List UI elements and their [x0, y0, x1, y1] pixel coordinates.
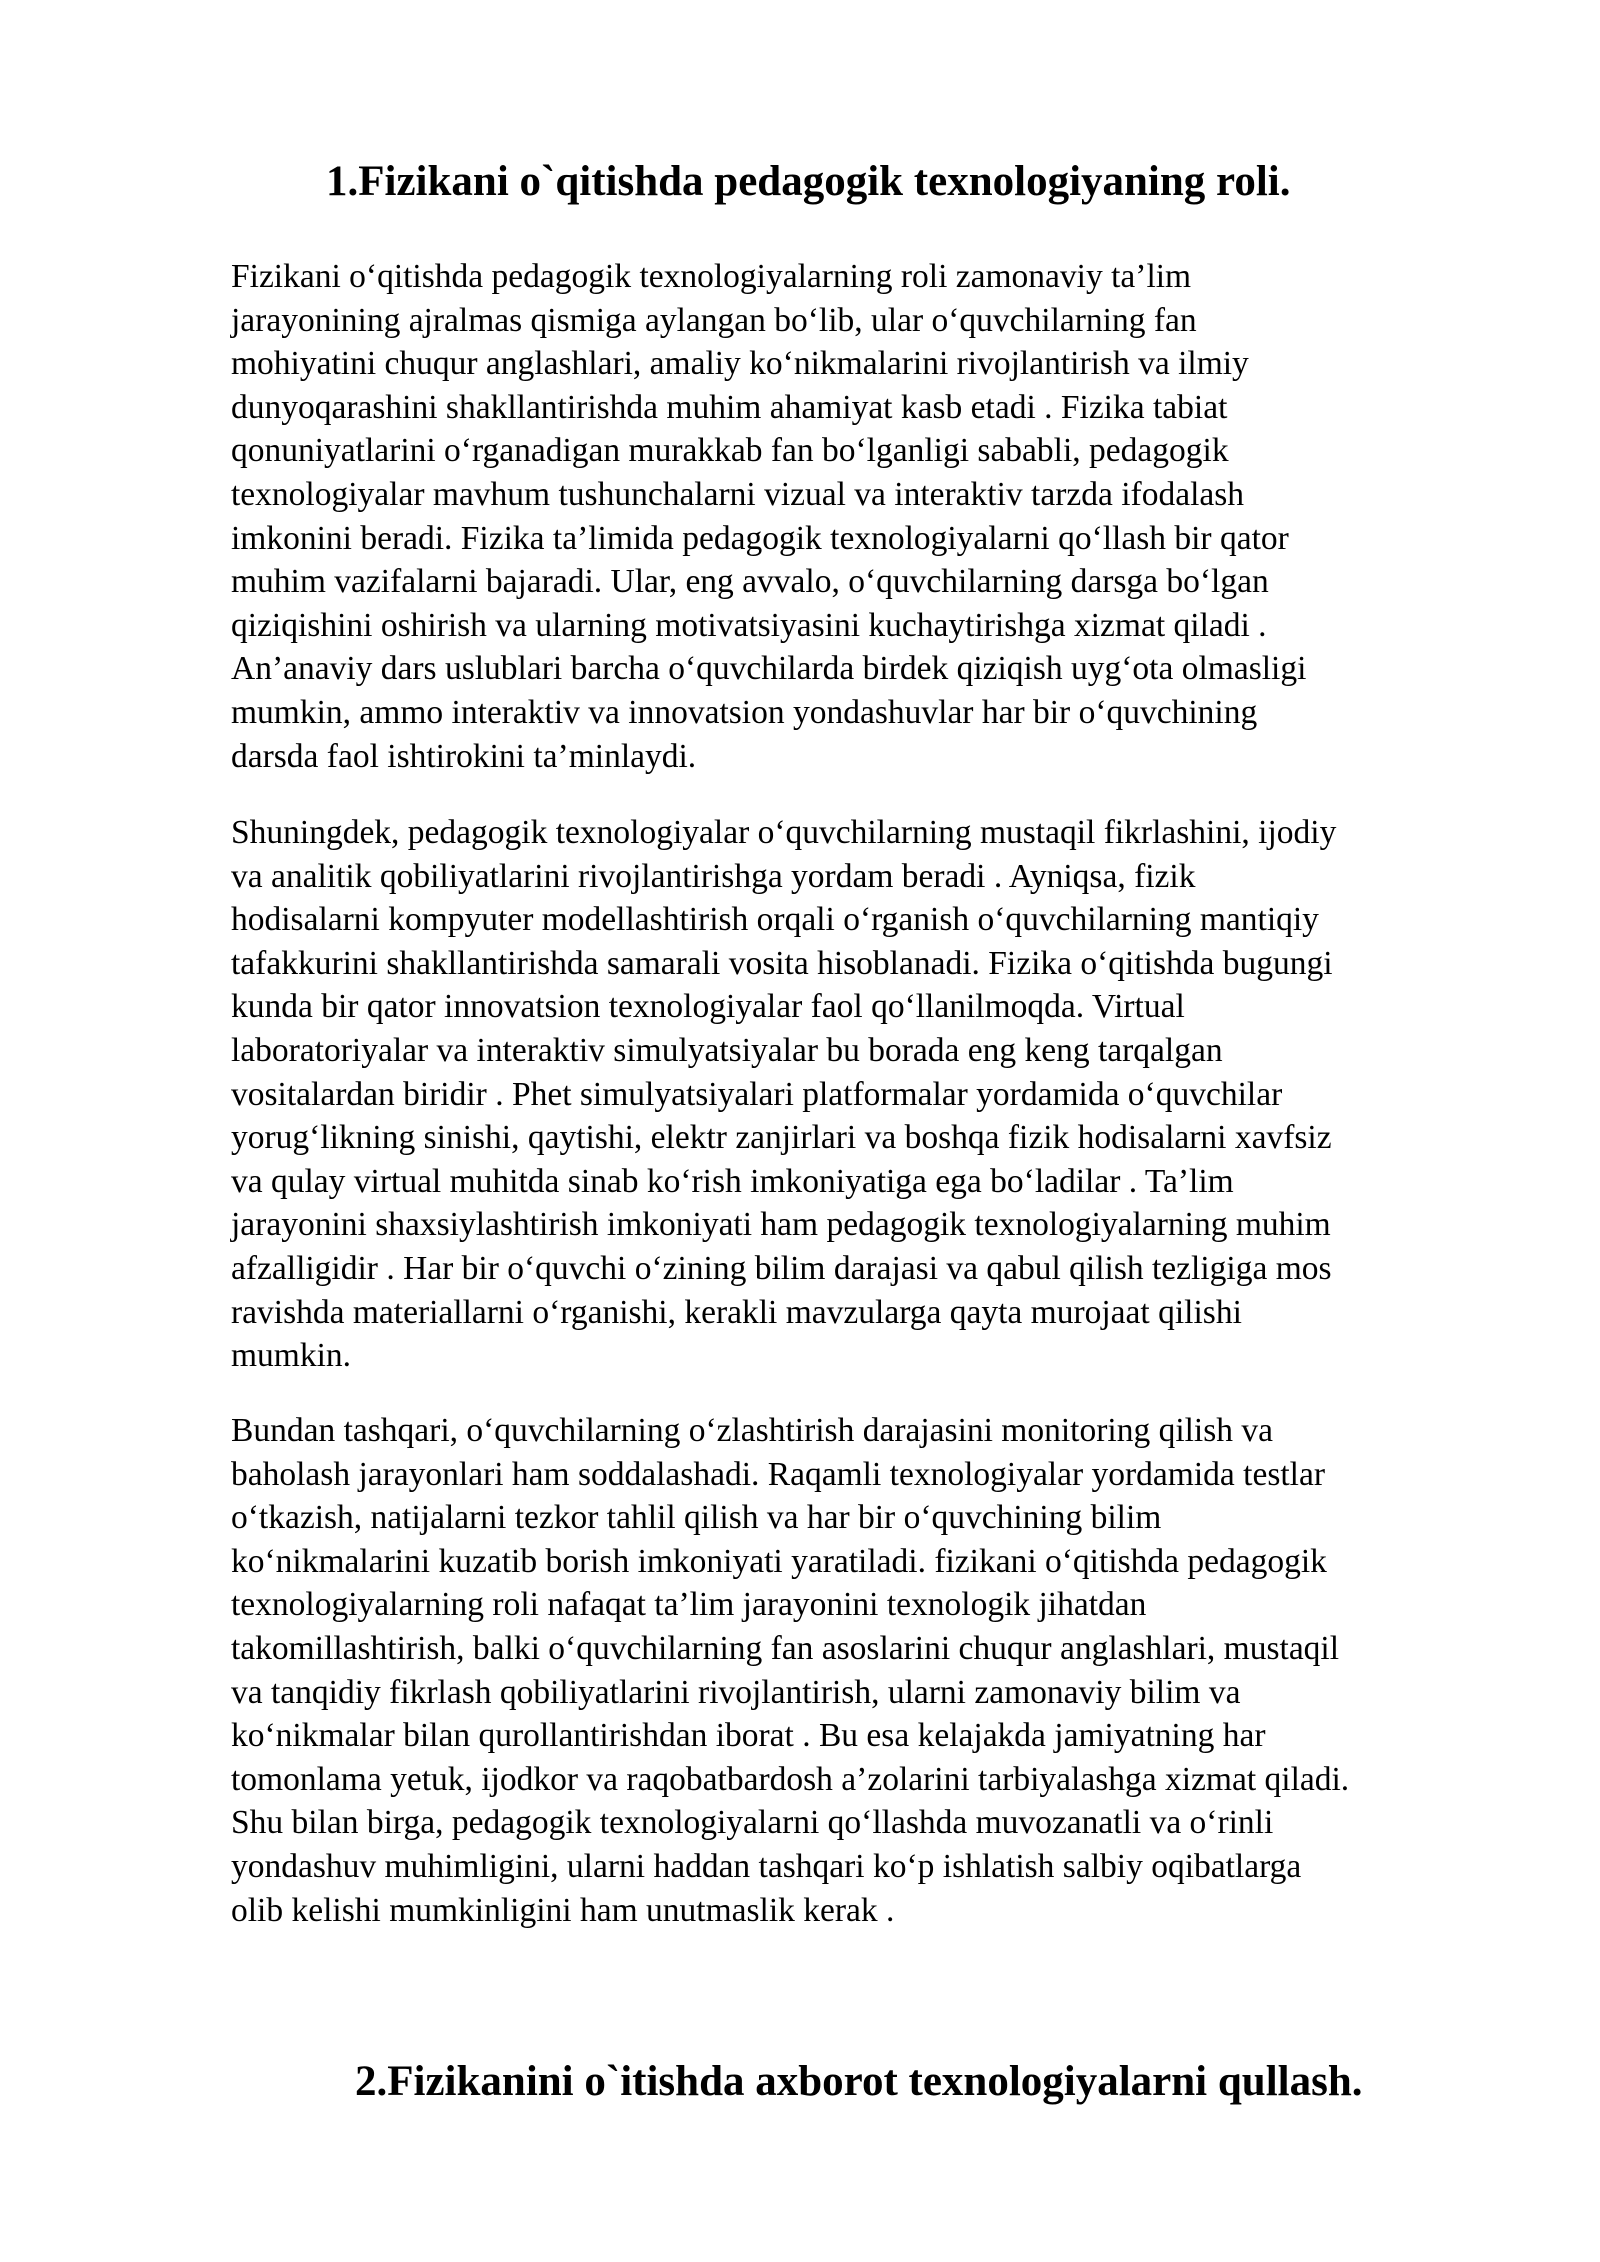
paragraph-line: ko‘nikmalar bilan qurollantirishdan iborat . Bu esa kelajakda jamiyatning har	[231, 1717, 1266, 1755]
paragraph-line: takomillashtirish, balki o‘quvchilarning fan asoslarini chuqur anglashlari, mustaqil	[231, 1629, 1340, 1667]
section-heading-1: 1.Fizikani o`qitishda pedagogik texnologiyaning roli.	[326, 158, 1291, 205]
paragraph-line: yondashuv muhimligini, ularni haddan tashqari ko‘p ishlatish salbiy oqibatlarga	[231, 1847, 1302, 1885]
paragraph-line: mumkin.	[231, 1337, 352, 1375]
paragraph-line: laboratoriyalar va interaktiv simulyatsiyalar bu borada eng keng tarqalgan	[231, 1031, 1223, 1069]
paragraph-line: qiziqishini oshirish va ularning motivatsiyasini kuchaytirishga xizmat qiladi .	[231, 606, 1267, 644]
paragraph-2	[231, 811, 1531, 1378]
paragraph-line: jarayonining ajralmas qismiga aylangan bo‘lib, ular o‘quvchilarning fan	[231, 301, 1197, 339]
paragraph-line: Bundan tashqari, o‘quvchilarning o‘zlashtirish darajasini monitoring qilish va	[231, 1412, 1274, 1449]
paragraph-line: tafakkurini shakllantirishda samarali vosita hisoblanadi. Fizika o‘qitishda bugungi	[231, 944, 1333, 982]
paragraph-3	[231, 1409, 1531, 1932]
paragraph-line: imkonini beradi. Fizika ta’limida pedagogik texnologiyalarni qo‘llash bir qator	[231, 519, 1289, 557]
paragraph-line: kunda bir qator innovatsion texnologiyalar faol qo‘llanilmoqda. Virtual	[231, 988, 1185, 1026]
paragraph-line: mohiyatini chuqur anglashlari, amaliy ko‘nikmalarini rivojlantirish va ilmiy	[231, 345, 1249, 383]
paragraph-line: ravishda materiallarni o‘rganishi, kerakli mavzularga qayta murojaat qilishi	[231, 1293, 1242, 1331]
paragraph-1	[231, 255, 1531, 778]
paragraph-line: muhim vazifalarni bajaradi. Ular, eng avvalo, o‘quvchilarning darsga bo‘lgan	[231, 563, 1269, 601]
paragraph-line: afzalligidir . Har bir o‘quvchi o‘zining bilim darajasi va qabul qilish tezligiga mos	[231, 1249, 1332, 1287]
paragraph-line: dunyoqarashini shakllantirishda muhim ahamiyat kasb etadi . Fizika tabiat	[231, 388, 1228, 426]
paragraph-line: texnologiyalar mavhum tushunchalarni vizual va interaktiv tarzda ifodalash	[231, 475, 1245, 513]
paragraph-line: texnologiyalarning roli nafaqat ta’lim jarayonini texnologik jihatdan	[231, 1586, 1147, 1624]
paragraph-line: va qulay virtual muhitda sinab ko‘rish imkoniyatiga ega bo‘ladilar . Ta’lim	[231, 1162, 1234, 1200]
paragraph-line: qonuniyatlarini o‘rganadigan murakkab fan bo‘lganligi sababli, pedagogik	[231, 432, 1229, 470]
paragraph-line: ko‘nikmalarini kuzatib borish imkoniyati yaratiladi. fizikani o‘qitishda pedagogik	[231, 1542, 1327, 1580]
paragraph-line: vositalardan biridir . Phet simulyatsiyalari platformalar yordamida o‘quvchilar	[231, 1075, 1283, 1113]
paragraph-line: hodisalarni kompyuter modellashtirish orqali o‘rganish o‘quvchilarning mantiqiy	[231, 901, 1319, 939]
paragraph-line: va tanqidiy fikrlash qobiliyatlarini rivojlantirish, ularni zamonaviy bilim va	[231, 1673, 1241, 1711]
paragraph-line: darsda faol ishtirokini ta’minlaydi.	[231, 737, 697, 775]
paragraph-line: Fizikani o‘qitishda pedagogik texnologiyalarning roli zamonaviy ta’lim	[231, 258, 1192, 295]
paragraph-line: olib kelishi mumkinligini ham unutmaslik kerak .	[231, 1891, 895, 1929]
paragraph-line: An’anaviy dars uslublari barcha o‘quvchilarda birdek qiziqish uyg‘ota olmasligi	[231, 650, 1307, 688]
paragraph-line: mumkin, ammo interaktiv va innovatsion yondashuvlar har bir o‘quvchining	[231, 693, 1258, 731]
paragraph-line: Shuningdek, pedagogik texnologiyalar o‘quvchilarning mustaqil fikrlashini, ijodiy	[231, 814, 1337, 851]
paragraph-line: yorug‘likning sinishi, qaytishi, elektr zanjirlari va boshqa fizik hodisalarni xavfsiz	[231, 1119, 1332, 1157]
paragraph-line: va analitik qobiliyatlarini rivojlantirishga yordam beradi . Ayniqsa, fizik	[231, 857, 1196, 895]
paragraph-line: Shu bilan birga, pedagogik texnologiyalarni qo‘llashda muvozanatli va o‘rinli	[231, 1804, 1274, 1842]
paragraph-line: baholash jarayonlari ham soddalashadi. Raqamli texnologiyalar yordamida testlar	[231, 1455, 1326, 1493]
paragraph-line: jarayonini shaxsiylashtirish imkoniyati ham pedagogik texnologiyalarning muhim	[231, 1206, 1331, 1244]
section-heading-2: 2.Fizikanini o`itishda axborot texnologiyalarni qullash.	[355, 2058, 1363, 2105]
paragraph-line: o‘tkazish, natijalarni tezkor tahlil qilish va har bir o‘quvchining bilim	[231, 1499, 1162, 1537]
paragraph-line: tomonlama yetuk, ijodkor va raqobatbardosh a’zolarini tarbiyalashga xizmat qiladi.	[231, 1760, 1350, 1798]
